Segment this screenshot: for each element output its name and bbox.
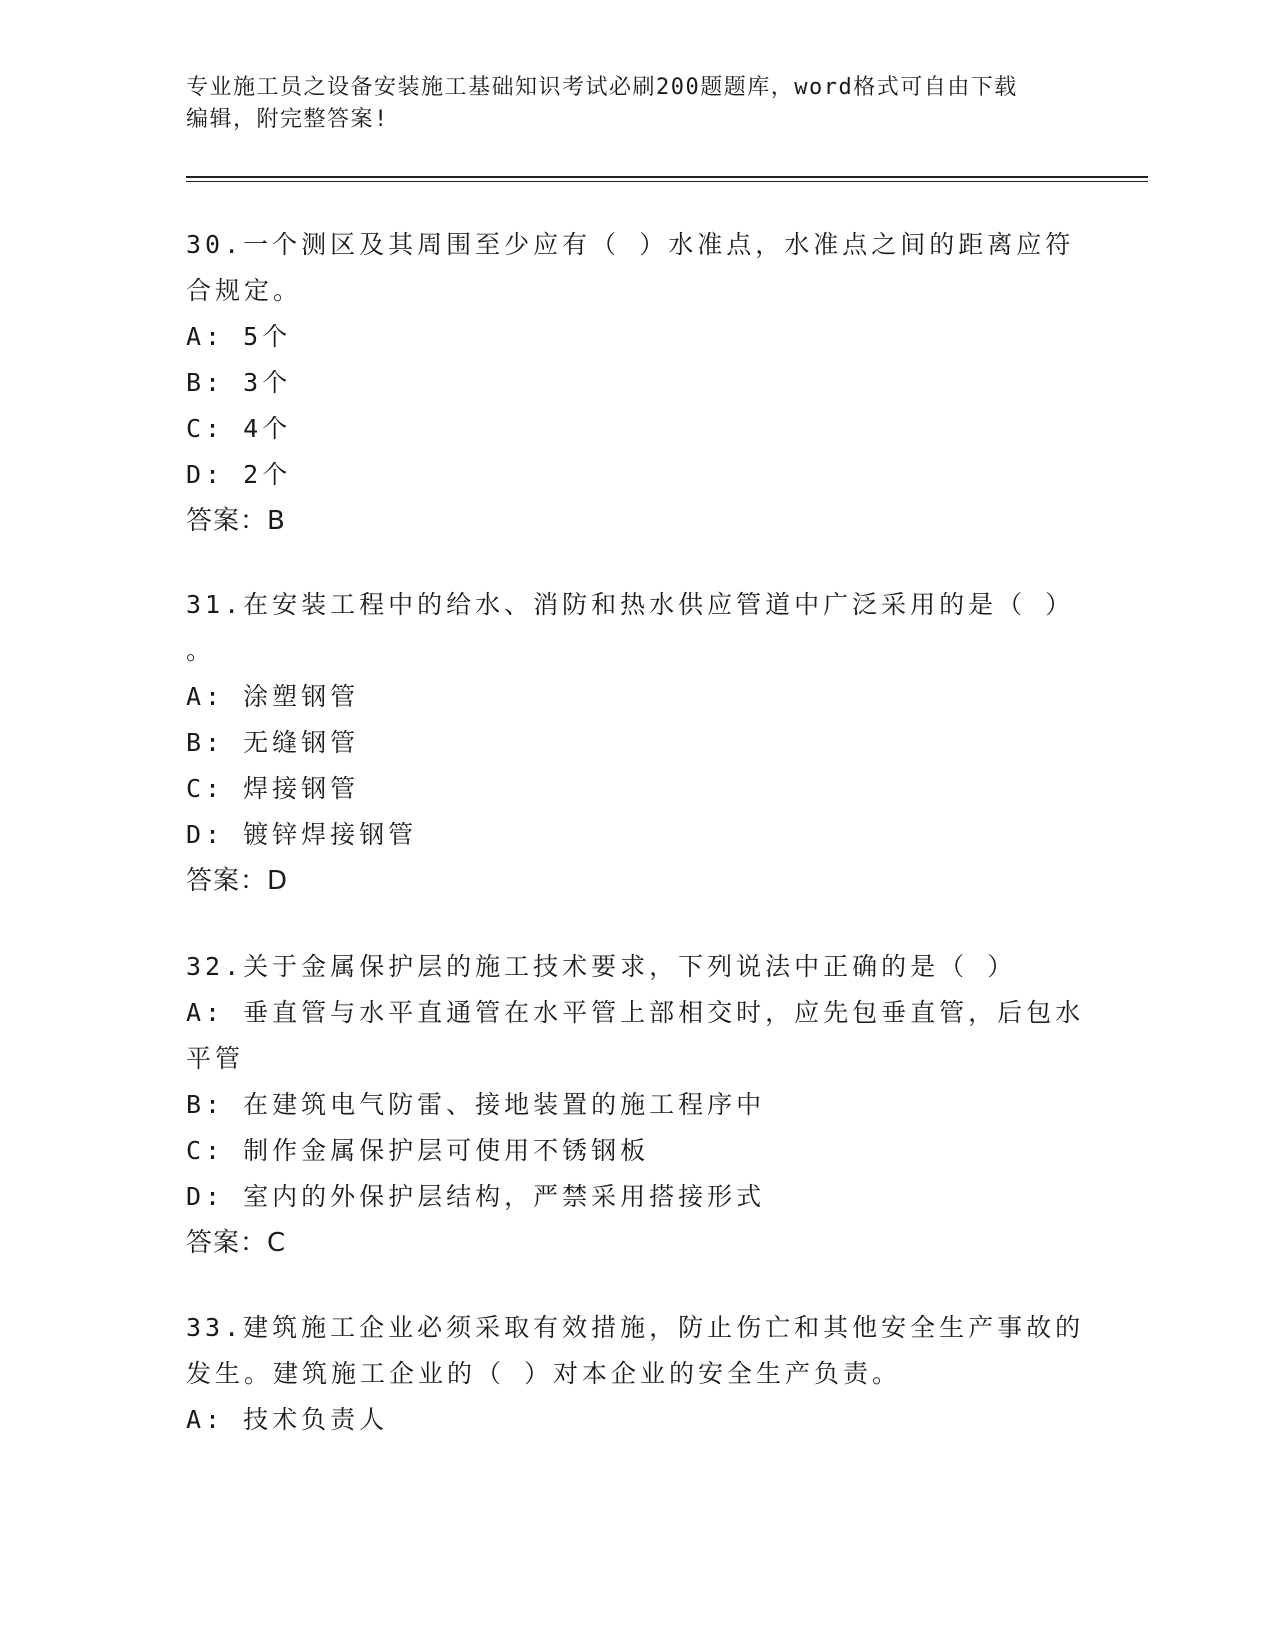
question-stem-line: 31.在安装工程中的给水、消防和热水供应管道中广泛采用的是（ ） [186, 590, 1075, 619]
question-stem-line: 33.建筑施工企业必须采取有效措施，防止伤亡和其他安全生产事故的 [186, 1313, 1085, 1342]
option-c: C: 4个 [186, 414, 292, 443]
answer-label: 答案：D [186, 866, 289, 896]
question-stem-line: 30.一个测区及其周围至少应有（ ）水准点，水准点之间的距离应符 [186, 230, 1075, 259]
option-a: A: 涂塑钢管 [186, 682, 360, 711]
answer-label: 答案：B [186, 506, 286, 536]
question-32 [186, 944, 1086, 1266]
question-30 [186, 222, 1086, 544]
option-d: D: 镀锌焊接钢管 [186, 820, 418, 849]
question-stem-line: 合规定。 [186, 276, 303, 305]
document-header [186, 72, 1086, 136]
header-divider-thin [186, 181, 1148, 182]
question-31 [186, 582, 1086, 904]
option-b: B: 无缝钢管 [186, 728, 360, 757]
header-line-2: 编辑，附完整答案! [186, 107, 389, 132]
option-d: D: 2个 [186, 460, 292, 489]
question-stem-line: 。 [186, 636, 216, 665]
option-a: A: 5个 [186, 322, 292, 351]
option-b: B: 3个 [186, 368, 292, 397]
header-divider-thick [186, 176, 1148, 178]
question-stem-line: 32.关于金属保护层的施工技术要求，下列说法中正确的是（ ） [186, 952, 1017, 981]
option-a: A: 技术负责人 [186, 1405, 389, 1434]
option-c: C: 焊接钢管 [186, 774, 360, 803]
question-33 [186, 1305, 1086, 1443]
header-line-1: 专业施工员之设备安装施工基础知识考试必刷200题题库，word格式可自由下载 [186, 75, 1018, 100]
option-a-continued: 平管 [186, 1044, 245, 1073]
answer-label: 答案：C [186, 1228, 287, 1258]
option-a: A: 垂直管与水平直通管在水平管上部相交时，应先包垂直管，后包水 [186, 998, 1085, 1027]
option-d: D: 室内的外保护层结构，严禁采用搭接形式 [186, 1182, 766, 1211]
option-c: C: 制作金属保护层可使用不锈钢板 [186, 1136, 650, 1165]
option-b: B: 在建筑电气防雷、接地装置的施工程序中 [186, 1090, 766, 1119]
question-stem-line: 发生。建筑施工企业的（ ）对本企业的安全生产负责。 [186, 1359, 902, 1388]
